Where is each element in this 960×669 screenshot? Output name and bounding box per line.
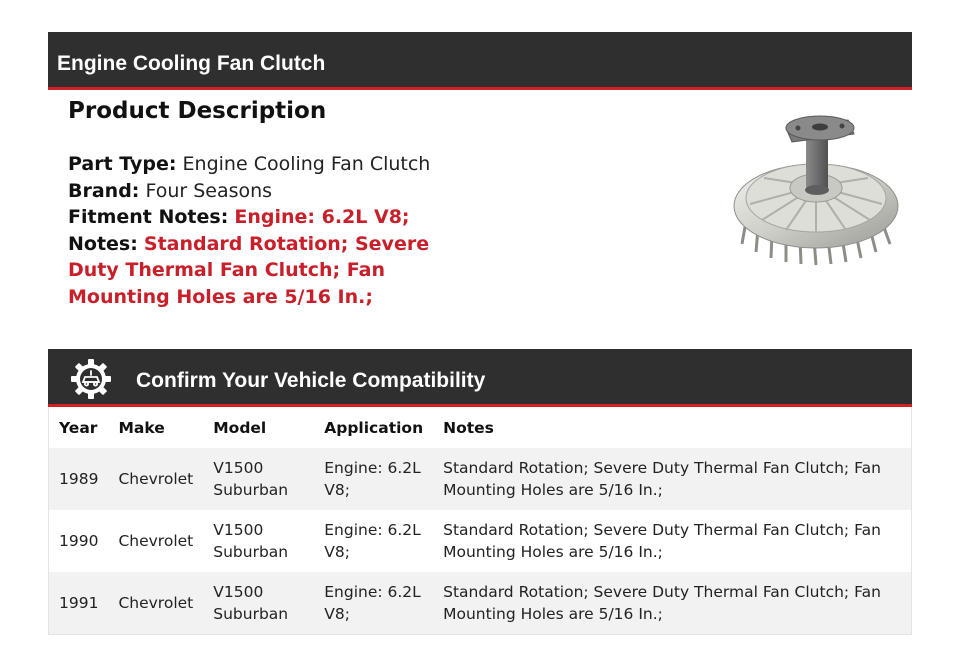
- notes-label: Notes:: [68, 232, 138, 255]
- header-title: Engine Cooling Fan Clutch: [57, 52, 326, 75]
- table-header-row: [49, 407, 911, 448]
- table-row: [49, 510, 911, 572]
- fitment-notes-value: Engine: 6.2L V8;: [234, 206, 410, 228]
- header-bar: [48, 32, 912, 90]
- compatibility-title: Confirm Your Vehicle Compatibility: [136, 369, 486, 392]
- part-type-label: Part Type:: [68, 153, 177, 175]
- fan-clutch-image: [728, 106, 908, 276]
- column-header-model: Model: [213, 418, 267, 437]
- cell-year: 1989: [59, 470, 99, 488]
- product-description-heading: Product Description: [68, 98, 327, 124]
- column-header-application: Application: [324, 418, 424, 437]
- table-row: [49, 572, 911, 634]
- notes-row: [68, 231, 468, 311]
- cell-make: Chevrolet: [118, 532, 194, 550]
- cell-year: 1991: [59, 594, 99, 612]
- cell-year: 1990: [59, 532, 99, 550]
- cell-application: Engine: 6.2L V8;: [324, 521, 421, 561]
- cell-model: V1500 Suburban: [213, 459, 289, 499]
- compatibility-bar: [48, 349, 912, 407]
- cell-make: Chevrolet: [118, 594, 194, 612]
- gear-car-icon: [70, 358, 112, 400]
- cell-application: Engine: 6.2L V8;: [324, 583, 421, 623]
- cell-model: V1500 Suburban: [213, 583, 289, 623]
- brand-row: [68, 178, 468, 205]
- notes-value: Standard Rotation; Severe Duty Thermal Fan Clutch; Fan Mounting Holes are 5/16 In.;: [68, 232, 430, 308]
- column-header-year: Year: [59, 418, 98, 437]
- cell-make: Chevrolet: [118, 470, 194, 488]
- product-description-list: [68, 151, 468, 310]
- fitment-notes-label: Fitment Notes:: [68, 206, 229, 228]
- compatibility-table: [49, 407, 911, 634]
- part-type-row: [68, 151, 468, 178]
- column-header-make: Make: [118, 418, 165, 437]
- part-type-value: Engine Cooling Fan Clutch: [182, 153, 431, 175]
- fitment-notes-row: [68, 204, 468, 231]
- compatibility-table-wrap: [48, 407, 912, 635]
- cell-notes: Standard Rotation; Severe Duty Thermal Fan Clutch; Fan Mounting Holes are 5/16 In.;: [443, 583, 881, 623]
- cell-notes: Standard Rotation; Severe Duty Thermal Fan Clutch; Fan Mounting Holes are 5/16 In.;: [443, 459, 881, 499]
- cell-notes: Standard Rotation; Severe Duty Thermal Fan Clutch; Fan Mounting Holes are 5/16 In.;: [443, 521, 881, 561]
- table-row: [49, 448, 911, 510]
- cell-application: Engine: 6.2L V8;: [324, 459, 421, 499]
- brand-value: Four Seasons: [145, 179, 273, 202]
- column-header-notes: Notes: [443, 418, 494, 437]
- cell-model: V1500 Suburban: [213, 521, 289, 561]
- brand-label: Brand:: [68, 179, 140, 202]
